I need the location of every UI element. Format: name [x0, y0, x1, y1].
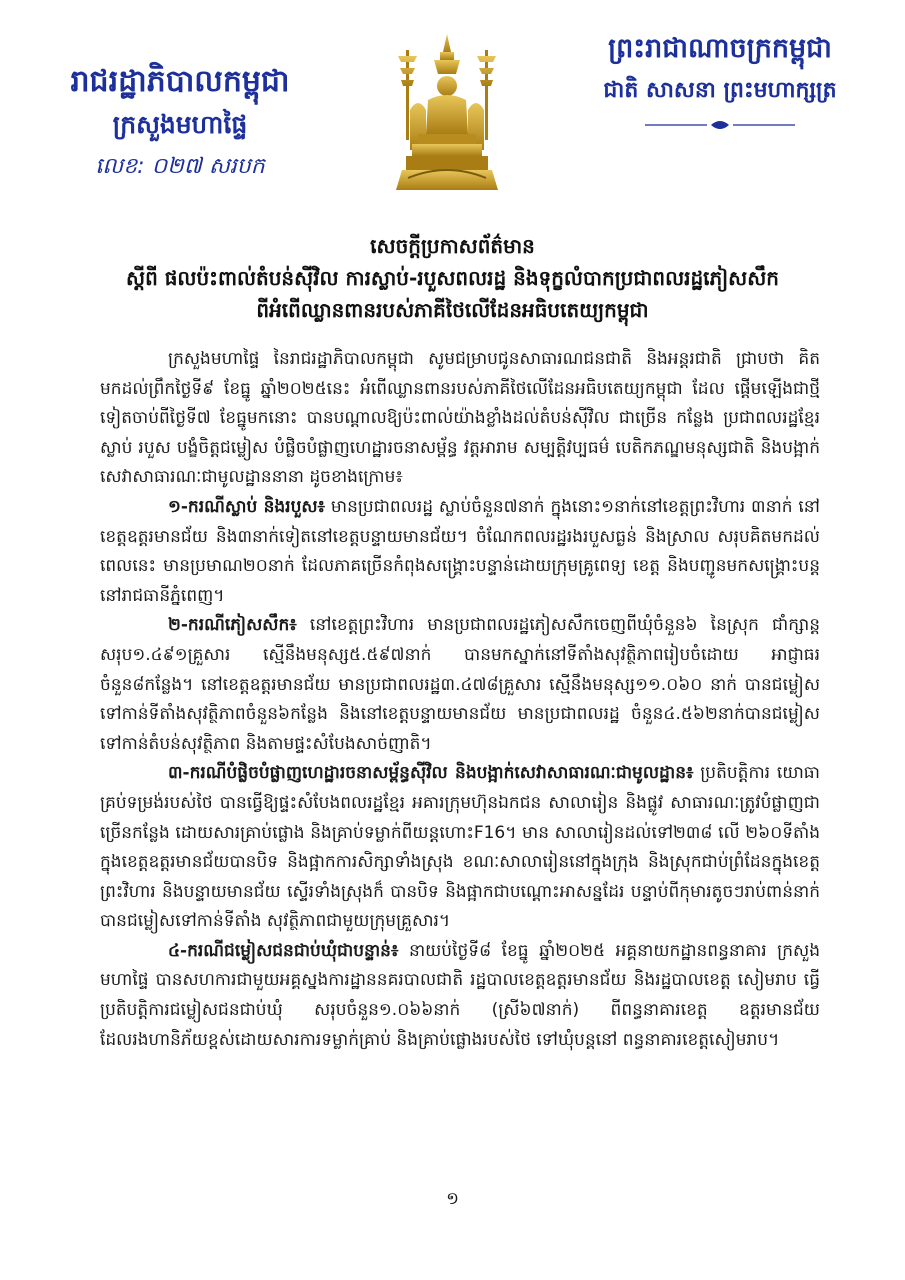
paragraph-infrastructure: [100, 759, 820, 937]
paragraph-heading: ៣-ករណីបំផ្លិចបំផ្លាញហេដ្ឋារចនាសម្ព័ន្ធស៊ីវិល និងបង្អាក់សេវាសាធារណៈជាមូលដ្ឋាន៖: [168, 763, 694, 784]
paragraph-intro: [100, 345, 820, 493]
kingdom-name: ព្រះរាជាណាចក្រកម្ពុជា: [608, 33, 832, 64]
royal-emblem-icon: [388, 30, 506, 200]
reference-number: លេខ: ០២៧ សរបក: [95, 154, 265, 179]
paragraph-text: នៅខេត្តព្រះវិហារ មានប្រជាពលរដ្ឋភៀសសឹកចេញពីឃុំចំនួន៦ នៃស្រុក ជាំក្សាន្ត សរុប១.៤៩១គ្រួសារ ស្មើនឹងមនុស្ស៥.៥៩៧នាក់ បានមកស្នាក់នៅទីតាំងសុវត្ថិភាពរៀបចំដោយ អាជ្ញាធរចំនួន៨កន្លែង។ នៅខេត្តឧត្តរមានជ័យ មានប្រជាពលរដ្ឋ៣.៤៧៨គ្រួសារ ស្មើនឹងមនុស្ស១១.០៦០ នាក់ បានជម្លៀសទៅកាន់ទីតាំងសុវត្ថិភាពចំនួន៦កន្លែង និងនៅខេត្តបន្ទាយមានជ័យ មានប្រជាពលរដ្ឋ ចំនួន៤.៥៦២នាក់បានជម្លៀសទៅកាន់តំបន់សុវត្ថិភាព និងតាមផ្ទះសំបែងសាច់ញាតិ។: [100, 615, 820, 754]
title-line-1: សេចក្តីប្រកាសព័ត៌មាន: [370, 234, 535, 258]
ministry-name: ក្រសួងមហាផ្ទៃ: [112, 110, 248, 139]
page-number: ១: [446, 1189, 459, 1209]
header-left: [70, 62, 290, 184]
paragraph-evacuation: [100, 611, 820, 759]
paragraph-heading: ២-ករណីភៀសសឹក៖: [168, 615, 297, 636]
title-line-3: ពីអំពើឈ្លានពានរបស់ភាគីថៃលើដែនអធិបតេយ្យកម្ពុជា: [256, 298, 649, 322]
paragraph-heading: ៤-ករណីជម្លៀសជនជាប់ឃុំជាបន្ទាន់៖: [168, 940, 399, 961]
paragraph-detainees: [100, 937, 820, 1055]
paragraph-text: ក្រសួងមហាផ្ទៃ នៃរាជរដ្ឋាភិបាលកម្ពុជា សូមជម្រាបជូនសាធារណជនជាតិ និងអន្តរជាតិ ជ្រាបថា គិតមកដល់ព្រឹកថ្ងៃទី៩ ខែធ្នូ ឆ្នាំ២០២៥នេះ អំពើឈ្លានពានរបស់ភាគីថៃលើដែនអធិបតេយ្យកម្ពុជា ដែល ផ្តើមឡើងជាថ្មីទៀតចាប់ពីថ្ងៃទី៧ ខែធ្នូមកនោះ បានបណ្តាលឱ្យប៉ះពាល់យ៉ាងខ្លាំងដល់តំបន់ស៊ីវិល ជាច្រើន កន្លែង ប្រជាពលរដ្ឋខ្មែរស្លាប់ របួស បង្ខំចិត្តជម្លៀស បំផ្លិចបំផ្លាញហេដ្ឋារចនាសម្ព័ន្ធ វត្តអារាម សម្បត្តិវប្បធម៌ បេតិកភណ្ឌមនុស្សជាតិ និងបង្អាក់សេវាសាធារណៈជាមូលដ្ឋាននានា ដូចខាងក្រោម៖: [100, 349, 820, 488]
government-name: រាជរដ្ឋាភិបាលកម្ពុជា: [70, 64, 290, 99]
header-right: [585, 30, 855, 136]
national-motto: ជាតិ សាសនា ព្រះមហាក្សត្រ: [603, 78, 837, 103]
paragraph-text: មានប្រជាពលរដ្ឋ ស្លាប់ចំនួន៧នាក់ ក្នុងនោះ១នាក់នៅខេត្តព្រះវិហារ ៣នាក់ នៅខេត្តឧត្តរមានជ័យ និង៣នាក់ទៀតនៅខេត្តបន្ទាយមានជ័យ។ ចំណែកពលរដ្ឋរងរបួសធ្ងន់ និងស្រាល សរុបគិតមកដល់ពេលនេះ មានប្រមាណ២០នាក់ ដែលភាគច្រើនកំពុងសង្គ្រោះបន្ទាន់ដោយក្រុមគ្រូពេទ្យ ខេត្ត និងបញ្ជូនមកសង្គ្រោះបន្តនៅរាជធានីភ្នំពេញ។: [100, 496, 820, 606]
paragraph-heading: ១-ករណីស្លាប់ និងរបួស៖: [168, 496, 326, 517]
document-body: [100, 345, 820, 1055]
document-title: [120, 230, 785, 326]
paragraph-text: នាយប់ថ្ងៃទី៨ ខែធ្នូ ឆ្នាំ២០២៥ អគ្គនាយកដ្ឋានពន្ធនាគារ ក្រសួងមហាផ្ទៃ បានសហការជាមួយអគ្គស្នងការដ្ឋាននគរបាលជាតិ រដ្ឋបាលខេត្តឧត្តរមានជ័យ និងរដ្ឋបាលខេត្ត សៀមរាប ធ្វើប្រតិបត្តិការជម្លៀសជនជាប់ឃុំ សរុបចំនួន១.០៦៦នាក់ (ស្រី៦៧នាក់) ពីពន្ធនាគារខេត្ត ឧត្តរមានជ័យ ដែលរងហានិភ័យខ្ពស់ដោយសារការទម្លាក់គ្រាប់ និងគ្រាប់ផ្លោងរបស់ថៃ ទៅឃុំបន្តនៅ ពន្ធនាគារខេត្តសៀមរាប។: [100, 940, 820, 1050]
divider-ornament-icon: [645, 118, 795, 132]
title-line-2: ស្តីពី ផលប៉ះពាល់តំបន់ស៊ីវិល ការស្លាប់-របួសពលរដ្ឋ និងទុក្ខលំបាកប្រជាពលរដ្ឋភៀសសឹក: [126, 266, 779, 290]
paragraph-text: ប្រតិបត្តិការ យោធាគ្រប់ទម្រង់របស់ថៃ បានធ្វើឱ្យផ្ទះសំបែងពលរដ្ឋខ្មែរ អគារក្រុមហ៊ុនឯកជន សាលារៀន និងផ្លូវ សាធារណៈត្រូវបំផ្លាញជាច្រើនកន្លែង ដោយសារគ្រាប់ផ្លោង និងគ្រាប់ទម្លាក់ពីយន្តហោះF16។ មាន សាលារៀនដល់ទៅ២៣៨ លើ ២៦០ទីតាំង ក្នុងខេត្តឧត្តរមានជ័យបានបិទ និងផ្អាកការសិក្សាទាំងស្រុង ខណៈសាលារៀននៅក្នុងក្រុង និងស្រុកជាប់ព្រំដែនក្នុងខេត្តព្រះវិហារ និងបន្ទាយមានជ័យ ស្ទើរទាំងស្រុងក៏ បានបិទ និងផ្អាកជាបណ្តោះអាសន្នដែរ បន្ទាប់ពីកុមារតូចៗរាប់ពាន់នាក់ បានជម្លៀសទៅកាន់ទីតាំង សុវត្ថិភាពជាមួយក្រុមគ្រួសារ។: [100, 763, 820, 932]
paragraph-deaths-injuries: [100, 493, 820, 611]
